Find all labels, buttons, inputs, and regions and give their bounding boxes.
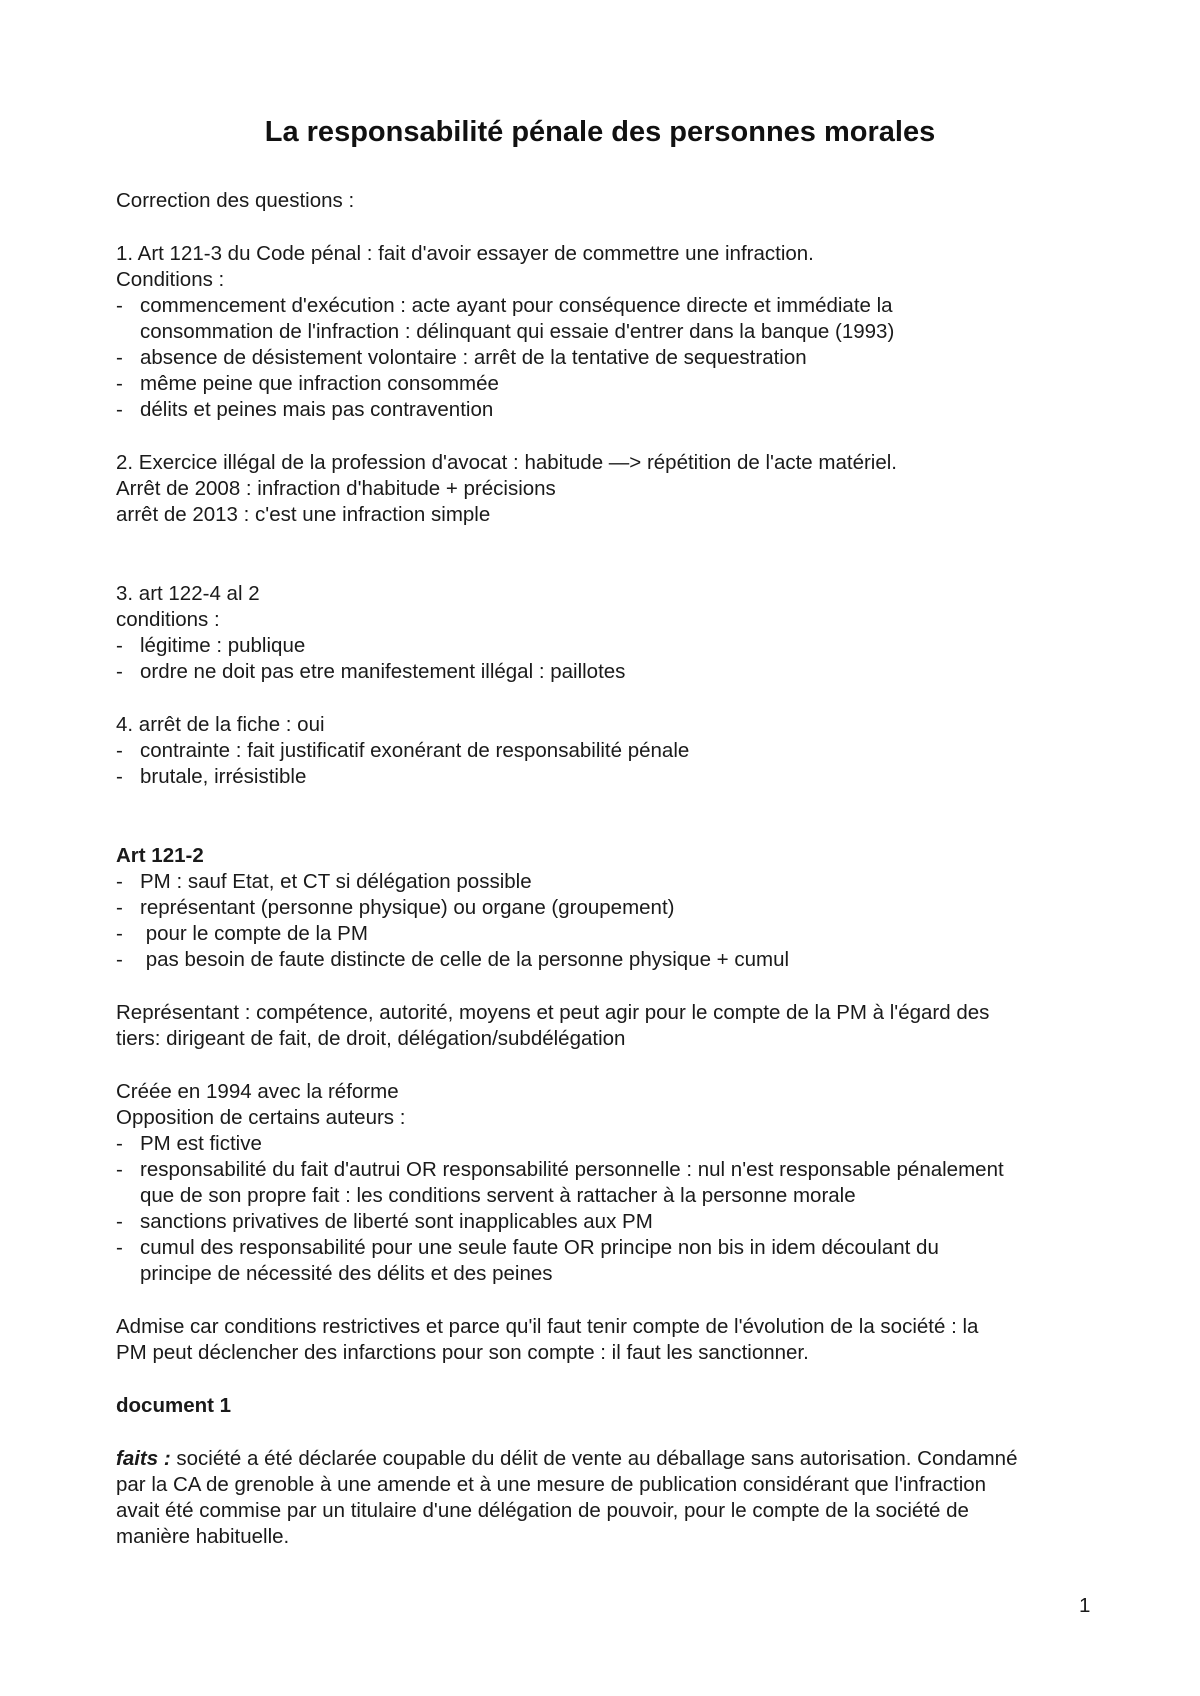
q1-heading: 1. Art 121-3 du Code pénal : fait d'avoir essayer de commettre une infraction. (116, 242, 814, 265)
admise-line: Admise car conditions restrictives et parce qu'il faut tenir compte de l'évolution de la société : la (116, 1315, 979, 1338)
admise-line: PM peut déclencher des infarctions pour son compte : il faut les sanctionner. (116, 1341, 809, 1364)
opposition-line: Opposition de certains auteurs : (116, 1106, 406, 1129)
q2-line: Arrêt de 2008 : infraction d'habitude + précisions (116, 477, 556, 500)
opposition-bullet: - PM est fictive (116, 1132, 262, 1155)
q4-heading: 4. arrêt de la fiche : oui (116, 713, 325, 736)
q2-line: arrêt de 2013 : c'est une infraction simple (116, 503, 491, 526)
q1-bullet-continuation: consommation de l'infraction : délinquant qui essaie d'entrer dans la banque (1993) (140, 320, 895, 343)
q3-subheading: conditions : (116, 608, 220, 631)
creee-line: Créée en 1994 avec la réforme (116, 1080, 399, 1103)
opposition-bullet: - cumul des responsabilité pour une seule faute OR principe non bis in idem découlant du (116, 1236, 939, 1259)
q1-subheading: Conditions : (116, 268, 225, 291)
representant-line: tiers: dirigeant de fait, de droit, délégation/subdélégation (116, 1027, 626, 1050)
faits-line: avait été commise par un titulaire d'une délégation de pouvoir, pour le compte de la société de (116, 1499, 969, 1522)
q3-bullet: - légitime : publique (116, 634, 306, 657)
opposition-bullet: - sanctions privatives de liberté sont inapplicables aux PM (116, 1210, 653, 1233)
q4-bullet: - contrainte : fait justificatif exonérant de responsabilité pénale (116, 739, 690, 762)
art-bullet: - pour le compte de la PM (116, 922, 368, 945)
faits-line: manière habituelle. (116, 1525, 290, 1548)
faits-line: faits : société a été déclarée coupable du délit de vente au déballage sans autorisation. Condamné (116, 1447, 1018, 1470)
opposition-bullet-continuation: principe de nécessité des délits et des peines (140, 1262, 553, 1285)
faits-label: faits : (116, 1447, 171, 1470)
opposition-bullet-continuation: que de son propre fait : les conditions servent à rattacher à la personne morale (140, 1184, 856, 1207)
q1-bullet: - absence de désistement volontaire : arrêt de la tentative de sequestration (116, 346, 807, 369)
art-bullet: - représentant (personne physique) ou organe (groupement) (116, 896, 675, 919)
q3-heading: 3. art 122-4 al 2 (116, 582, 260, 605)
art-bullet: - pas besoin de faute distincte de celle de la personne physique + cumul (116, 948, 790, 971)
art-121-2-heading: Art 121-2 (116, 844, 204, 867)
intro-line: Correction des questions : (116, 189, 355, 212)
page-title: La responsabilité pénale des personnes morales (264, 116, 936, 148)
art-bullet: - PM : sauf Etat, et CT si délégation possible (116, 870, 532, 893)
representant-line: Représentant : compétence, autorité, moyens et peut agir pour le compte de la PM à l'égard des (116, 1001, 990, 1024)
document-1-heading: document 1 (116, 1394, 232, 1417)
q4-bullet: - brutale, irrésistible (116, 765, 307, 788)
q2-heading: 2. Exercice illégal de la profession d'avocat : habitude —> répétition de l'acte matériel. (116, 451, 898, 474)
q1-bullet: - même peine que infraction consommée (116, 372, 499, 395)
q1-bullet: - délits et peines mais pas contravention (116, 398, 494, 421)
faits-line: par la CA de grenoble à une amende et à une mesure de publication considérant que l'infraction (116, 1473, 987, 1496)
q3-bullet: - ordre ne doit pas etre manifestement illégal : paillotes (116, 660, 626, 683)
q1-bullet: - commencement d'exécution : acte ayant pour conséquence directe et immédiate la (116, 294, 893, 317)
opposition-bullet: - responsabilité du fait d'autrui OR responsabilité personnelle : nul n'est responsable pénalement (116, 1158, 1004, 1181)
page-number: 1 (1079, 1594, 1091, 1617)
